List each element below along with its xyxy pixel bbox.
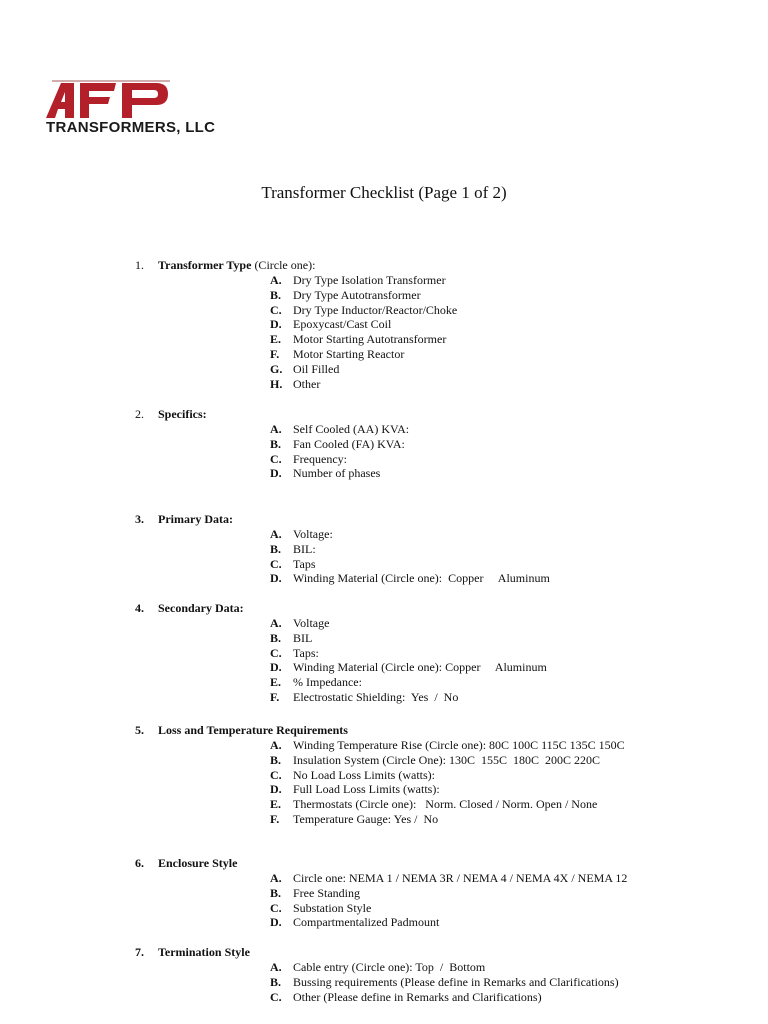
section-number: 2. bbox=[135, 407, 144, 421]
page-title: Transformer Checklist (Page 1 of 2) bbox=[261, 183, 507, 202]
list-item: C. Taps: bbox=[270, 645, 319, 660]
section-label: Specifics: bbox=[158, 407, 207, 421]
list-item: C. Dry Type Inductor/Reactor/Choke bbox=[270, 302, 458, 317]
section-number: 1. bbox=[135, 258, 144, 272]
list-item: A. Voltage bbox=[270, 616, 330, 630]
section-transformer-type bbox=[135, 258, 695, 391]
list-item: A. Cable entry (Circle one): Top / Bottom bbox=[270, 960, 486, 974]
section-label: Transformer Type bbox=[158, 258, 252, 272]
section-enclosure-style bbox=[135, 856, 695, 930]
section-number: 3. bbox=[135, 512, 144, 526]
list-item: D. Number of phases bbox=[270, 466, 381, 481]
list-item: A. Dry Type Isolation Transformer bbox=[270, 273, 446, 287]
section-specifics bbox=[135, 407, 695, 481]
list-item: E. Motor Starting Autotransformer bbox=[270, 332, 447, 347]
list-item: B. Free Standing bbox=[270, 885, 360, 900]
list-item: D. Full Load Loss Limits (watts): bbox=[270, 782, 440, 797]
list-item: C. Substation Style bbox=[270, 900, 372, 915]
list-item: D. Epoxycast/Cast Coil bbox=[270, 317, 392, 332]
section-label: Termination Style bbox=[158, 945, 250, 959]
list-item: C. Other (Please define in Remarks and Clarifications) bbox=[270, 989, 542, 1004]
section-label: Enclosure Style bbox=[158, 856, 238, 870]
section-label: Loss and Temperature Requirements bbox=[158, 723, 348, 737]
list-item: C. Taps bbox=[270, 556, 316, 571]
list-item: D. Winding Material (Circle one): Copper Aluminum bbox=[270, 660, 547, 675]
list-item: B. Fan Cooled (FA) KVA: bbox=[270, 436, 405, 451]
list-item: B. Insulation System (Circle One): 130C 155C 180C 200C 220C bbox=[270, 752, 600, 767]
section-termination-style bbox=[135, 945, 695, 1004]
list-item: A. Winding Temperature Rise (Circle one): 80C 100C 115C 135C 150C bbox=[270, 738, 625, 752]
section-primary-data bbox=[135, 512, 695, 586]
list-item: D. Compartmentalized Padmount bbox=[270, 915, 440, 930]
afp-logo-mark bbox=[44, 80, 174, 120]
section-note: (Circle one): bbox=[251, 258, 316, 272]
section-loss-temperature bbox=[135, 723, 695, 827]
list-item: A. Self Cooled (AA) KVA: bbox=[270, 422, 410, 436]
list-item: C. No Load Loss Limits (watts): bbox=[270, 767, 435, 782]
section-number: 5. bbox=[135, 723, 144, 737]
list-item: A. Circle one: NEMA 1 / NEMA 3R / NEMA 4 / NEMA 4X / NEMA 12 bbox=[270, 871, 628, 885]
section-number: 6. bbox=[135, 856, 144, 870]
list-item: E. % Impedance: bbox=[270, 675, 362, 690]
list-item: G. Oil Filled bbox=[270, 361, 340, 376]
list-item: E. Thermostats (Circle one): Norm. Closed / Norm. Open / None bbox=[270, 797, 598, 812]
list-item: A. Voltage: bbox=[270, 527, 333, 541]
section-secondary-data bbox=[135, 601, 695, 705]
section-number: 7. bbox=[135, 945, 144, 959]
section-label: Primary Data: bbox=[158, 512, 233, 526]
list-item: F. Temperature Gauge: Yes / No bbox=[270, 811, 439, 826]
list-item: H. Other bbox=[270, 376, 321, 391]
list-item: D. Winding Material (Circle one): Copper Aluminum bbox=[270, 571, 550, 586]
section-label: Secondary Data: bbox=[158, 601, 244, 615]
list-item: B. BIL: bbox=[270, 541, 316, 556]
list-item: B. BIL bbox=[270, 630, 313, 645]
list-item: F. Electrostatic Shielding: Yes / No bbox=[270, 689, 459, 704]
list-item: F. Motor Starting Reactor bbox=[270, 346, 405, 361]
list-item: B. Bussing requirements (Please define in Remarks and Clarifications) bbox=[270, 974, 619, 989]
section-number: 4. bbox=[135, 601, 144, 615]
list-item: C. Frequency: bbox=[270, 451, 347, 466]
list-item: B. Dry Type Autotransformer bbox=[270, 287, 421, 302]
logo-company-name: TRANSFORMERS, LLC bbox=[46, 119, 216, 136]
